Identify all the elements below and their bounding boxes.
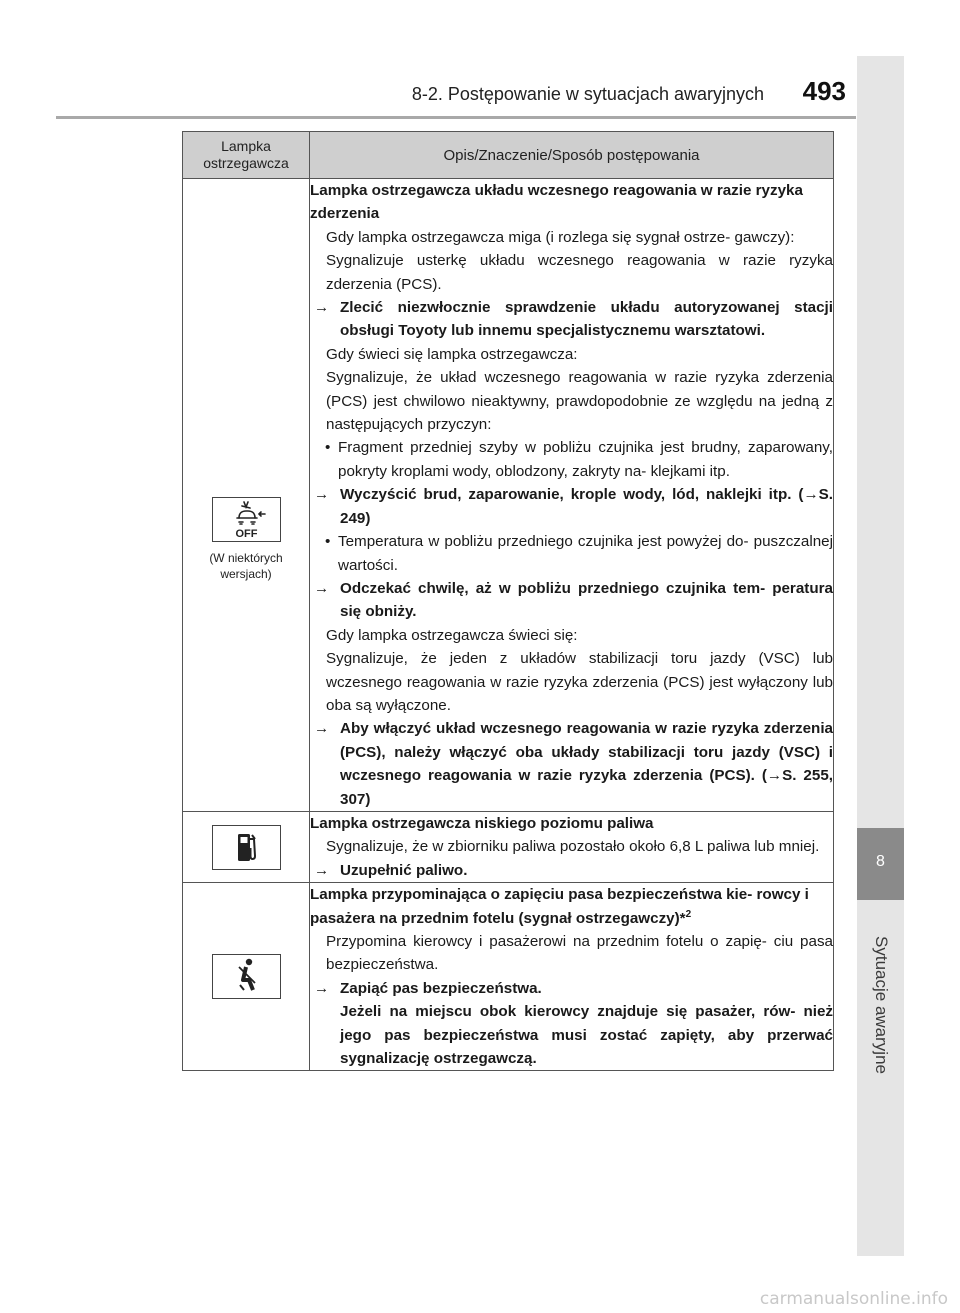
- action-text: Zapiąć pas bezpieczeństwa.: [340, 979, 542, 997]
- action-item: [310, 859, 833, 882]
- pcs-off-icon: [212, 497, 281, 542]
- column-header-description: Opis/Znaczenie/Sposób postępowania: [310, 132, 834, 179]
- icon-cell: [183, 811, 310, 882]
- icon-cell: [183, 883, 310, 1071]
- fuel-pump-icon: [212, 825, 281, 870]
- action-item: [310, 717, 833, 811]
- arrow-icon: →: [314, 979, 330, 997]
- action-item: [310, 296, 833, 343]
- table-row: [183, 179, 834, 812]
- action-item: [310, 577, 833, 624]
- footnote-marker: 2: [685, 908, 692, 920]
- arrow-icon: →: [803, 486, 819, 504]
- table-row: [183, 811, 834, 882]
- arrow-icon: →: [314, 486, 330, 504]
- watermark: carmanualsonline.info: [759, 1289, 948, 1309]
- description-cell: [310, 883, 834, 1071]
- action-note: Jeżeli na miejscu obok kierowcy znajduje się pasażer, rów- nież jego pas bezpieczeństwa musi zostać zapięty, aby przerwać sygnalizację ostrzegawczą.: [340, 1003, 833, 1068]
- text-paragraph: Sygnalizuje usterkę układu wczesnego reagowania w razie ryzyka zderzenia (PCS).: [326, 252, 833, 293]
- text-paragraph: Gdy lampka ostrzegawcza świeci się:: [326, 626, 578, 644]
- side-tab-number[interactable]: 8: [857, 828, 904, 900]
- warning-lights-table: [182, 131, 834, 1071]
- bullet-icon: •: [325, 439, 331, 457]
- row-title: Lampka ostrzegawcza układu wczesnego reagowania w razie ryzyka zderzenia: [310, 182, 803, 223]
- action-text: Odczekać chwilę, aż w pobliżu przedniego czujnika tem- peratura się obniży.: [340, 579, 833, 621]
- side-tab-label: Sytuacje awaryjne: [872, 936, 891, 1074]
- page-reference-link[interactable]: S. 249): [340, 486, 833, 527]
- arrow-icon: →: [766, 767, 783, 785]
- action-item: [310, 483, 833, 530]
- text-paragraph: Gdy lampka ostrzegawcza miga (i rozlega się sygnał ostrze- gawczy):: [326, 228, 795, 246]
- row-title-text: Lampka przypominająca o zapięciu pasa bezpieczeństwa kie- rowcy i pasażera na przednim fotelu (sygnał ostrzegawczy)*: [310, 886, 809, 927]
- text-paragraph: Przypomina kierowcy i pasażerowi na przednim fotelu o zapię- ciu pasa bezpieczeństwa.: [326, 933, 833, 974]
- row-title: Lampka ostrzegawcza niskiego poziomu paliwa: [310, 814, 654, 832]
- icon-note: (W niektórych wersjach): [209, 551, 283, 582]
- bullet-text: Temperatura w pobliżu przedniego czujnika jest powyżej do- puszczalnej wartości.: [338, 533, 833, 574]
- arrow-icon: →: [314, 579, 330, 597]
- bullet-item: [310, 530, 833, 577]
- pcs-off-label: OFF: [235, 528, 257, 541]
- page-header: [56, 78, 856, 119]
- action-text: Uzupełnić paliwo.: [340, 861, 468, 879]
- icon-cell: [183, 179, 310, 812]
- arrow-icon: →: [314, 299, 330, 317]
- bullet-text: Fragment przedniej szyby w pobliżu czujnika jest brudny, zaparowany, pokryty kroplami wody, oblodzony, zakryty na- klejkami itp.: [338, 439, 833, 480]
- action-text: Wyczyścić brud, zaparowanie, krople wody, lód, naklejki itp. (: [340, 486, 804, 504]
- bullet-icon: •: [325, 533, 331, 551]
- arrow-icon: →: [314, 720, 330, 738]
- text-paragraph: Sygnalizuje, że jeden z układów stabilizacji toru jazdy (VSC) lub wczesnego reagowania w razie ryzyka zderzenia (PCS) jest wyłączony lub oba są wyłączone.: [326, 650, 833, 714]
- description-cell: [310, 179, 834, 812]
- action-text: Zlecić niezwłocznie sprawdzenie układu autoryzowanej stacji obsługi Toyoty lub innemu specjalistycznemu warsztatowi.: [340, 299, 833, 340]
- text-paragraph: Sygnalizuje, że układ wczesnego reagowania w razie ryzyka zderzenia (PCS) jest chwilowo nieaktywny, prawdopodobnie ze względu na jedną z następujących przyczyn:: [326, 369, 833, 434]
- page-number: 493: [802, 76, 846, 106]
- row-title: [310, 883, 833, 930]
- text-paragraph: Sygnalizuje, że w zbiorniku paliwa pozostało około 6,8 L paliwa lub mniej.: [326, 838, 820, 856]
- bullet-item: [310, 436, 833, 483]
- action-item: [310, 977, 833, 1000]
- table-header-row: [183, 132, 834, 179]
- column-header-warning-light: Lampka ostrzegawcza: [183, 132, 310, 179]
- section-title: 8-2. Postępowanie w sytuacjach awaryjnych: [411, 84, 764, 104]
- arrow-icon: →: [314, 861, 330, 879]
- table-row: [183, 883, 834, 1071]
- action-text: Aby włączyć układ wczesnego reagowania w razie ryzyka zderzenia (PCS), należy włączyć oba układy stabilizacji toru jazdy (VSC) i wczesnego reagowania w razie ryzyka zderzenia (PCS). (: [340, 720, 833, 785]
- page-reference-link[interactable]: S. 255, 307): [340, 767, 833, 808]
- description-cell: [310, 811, 834, 882]
- side-tab: [857, 56, 904, 1256]
- text-paragraph: Gdy świeci się lampka ostrzegawcza:: [326, 345, 578, 363]
- seatbelt-icon: [212, 954, 281, 999]
